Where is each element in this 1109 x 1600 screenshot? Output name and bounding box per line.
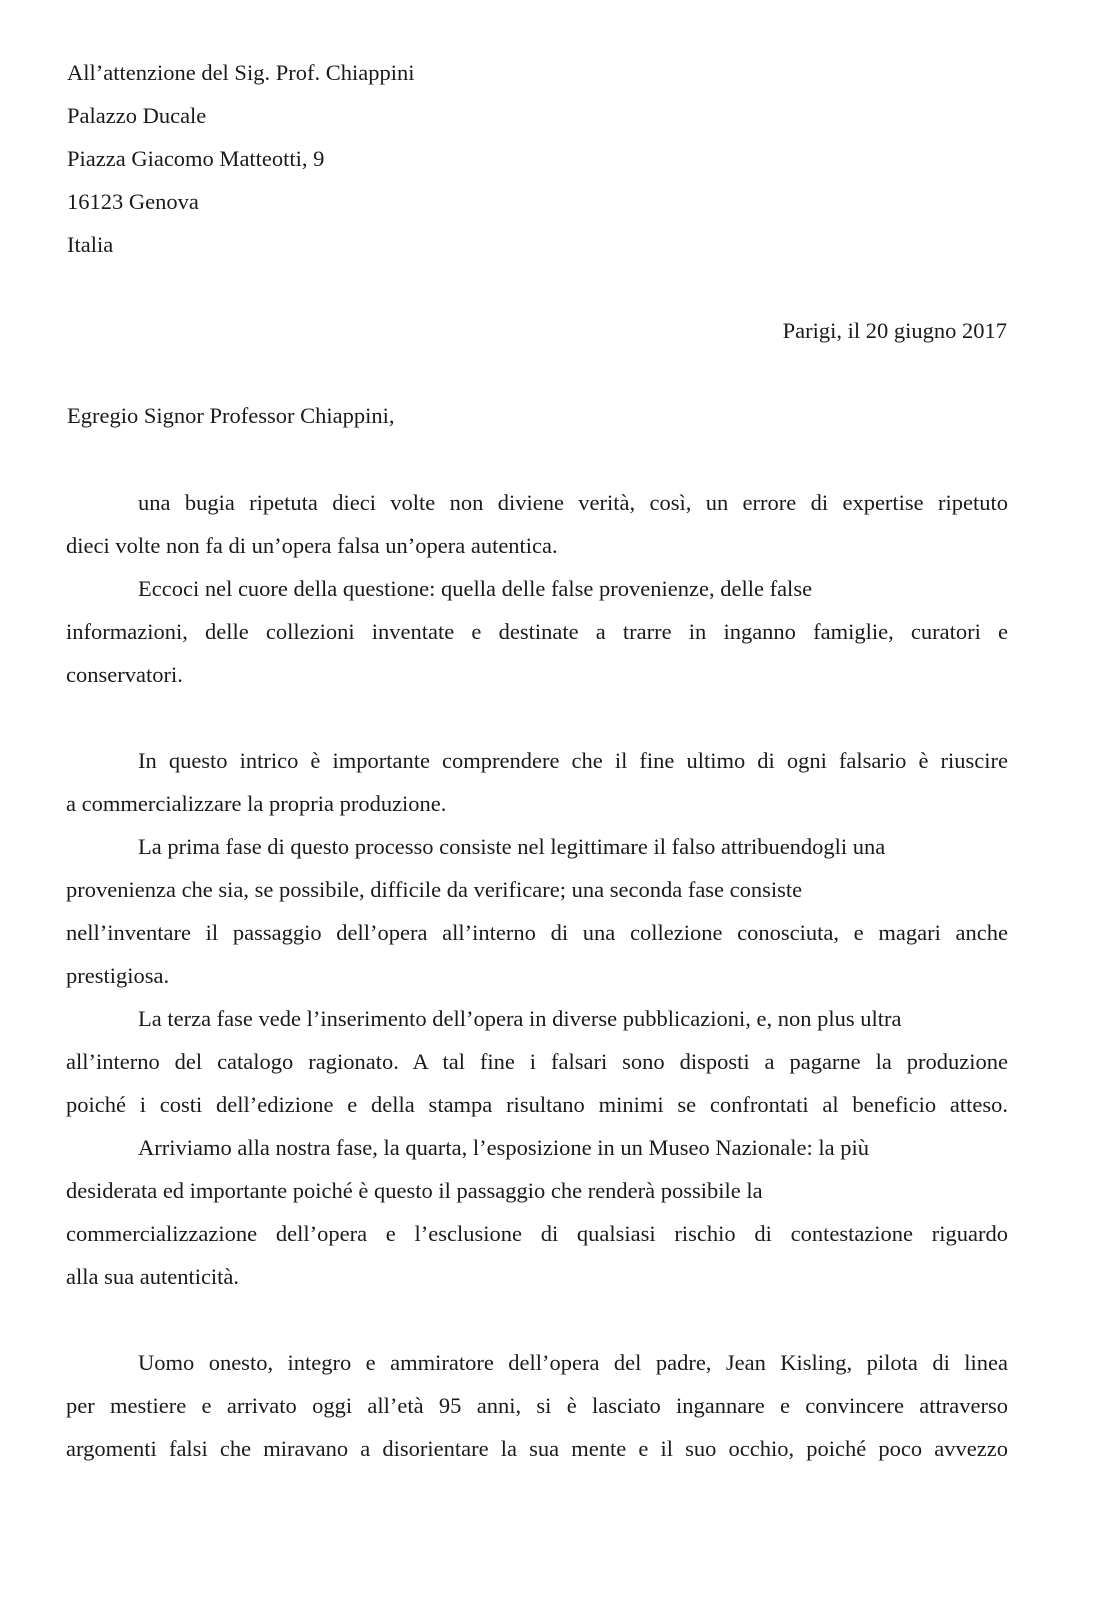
paragraph-line: una bugia ripetuta dieci volte non diviene verità, così, un errore di expertise ripetuto [138,490,1008,515]
paragraph-line: Eccoci nel cuore della questione: quella delle false provenienze, delle false [138,576,813,601]
paragraph [66,825,1008,997]
letter-date: Parigi, il 20 giugno 2017 [782,318,1007,343]
address-line: All’attenzione del Sig. Prof. Chiappini [67,60,415,85]
paragraph-line: all’interno del catalogo ragionato. A tal fine i falsari sono disposti a pagarne la produzione [66,1049,1008,1074]
paragraph-line: argomenti falsi che miravano a disorientare la sua mente e il suo occhio, poiché poco avvezzo [66,1436,1008,1461]
paragraph [66,739,1008,825]
paragraph-line: nell’inventare il passaggio dell’opera all’interno di una collezione conosciuta, e magari anche [66,920,1008,945]
paragraph-line: poiché i costi dell’edizione e della stampa risultano minimi se confrontati al beneficio atteso. [66,1092,1008,1117]
paragraph-line: La prima fase di questo processo consiste nel legittimare il falso attribuendogli una [138,834,886,859]
paragraph [66,567,1008,696]
paragraph [66,481,1008,567]
paragraph-line: per mestiere e arrivato oggi all’età 95 anni, si è lasciato ingannare e convincere attraverso [66,1393,1008,1418]
address-line: Italia [67,232,114,257]
paragraph-line: La terza fase vede l’inserimento dell’opera in diverse pubblicazioni, e, non plus ultra [138,1006,902,1031]
paragraph-line: conservatori. [66,662,183,687]
paragraph-line: In questo intrico è importante comprendere che il fine ultimo di ogni falsario è riuscire [138,748,1008,773]
paragraph-line: Arriviamo alla nostra fase, la quarta, l’esposizione in un Museo Nazionale: la più [138,1135,870,1160]
paragraph-line: Uomo onesto, integro e ammiratore dell’opera del padre, Jean Kisling, pilota di linea [138,1350,1008,1375]
paragraph-line: a commercializzare la propria produzione. [66,791,447,816]
address-line: Palazzo Ducale [67,103,207,128]
paragraph [66,997,1008,1126]
paragraph-line: prestigiosa. [66,963,170,988]
paragraph-line: dieci volte non fa di un’opera falsa un’opera autentica. [66,533,558,558]
paragraph-line: alla sua autenticità. [66,1264,240,1289]
paragraph-line: desiderata ed importante poiché è questo il passaggio che renderà possibile la [66,1178,763,1203]
paragraph-line: commercializzazione dell’opera e l’esclusione di qualsiasi rischio di contestazione riguardo [66,1221,1008,1246]
address-line: 16123 Genova [67,189,199,214]
salutation: Egregio Signor Professor Chiappini, [67,403,395,428]
address-line: Piazza Giacomo Matteotti, 9 [67,146,325,171]
paragraph-line: informazioni, delle collezioni inventate e destinate a trarre in inganno famiglie, curatori e [66,619,1008,644]
paragraph [66,1126,1008,1298]
paragraph [66,1341,1008,1470]
paragraph-line: provenienza che sia, se possibile, difficile da verificare; una seconda fase consiste [66,877,803,902]
